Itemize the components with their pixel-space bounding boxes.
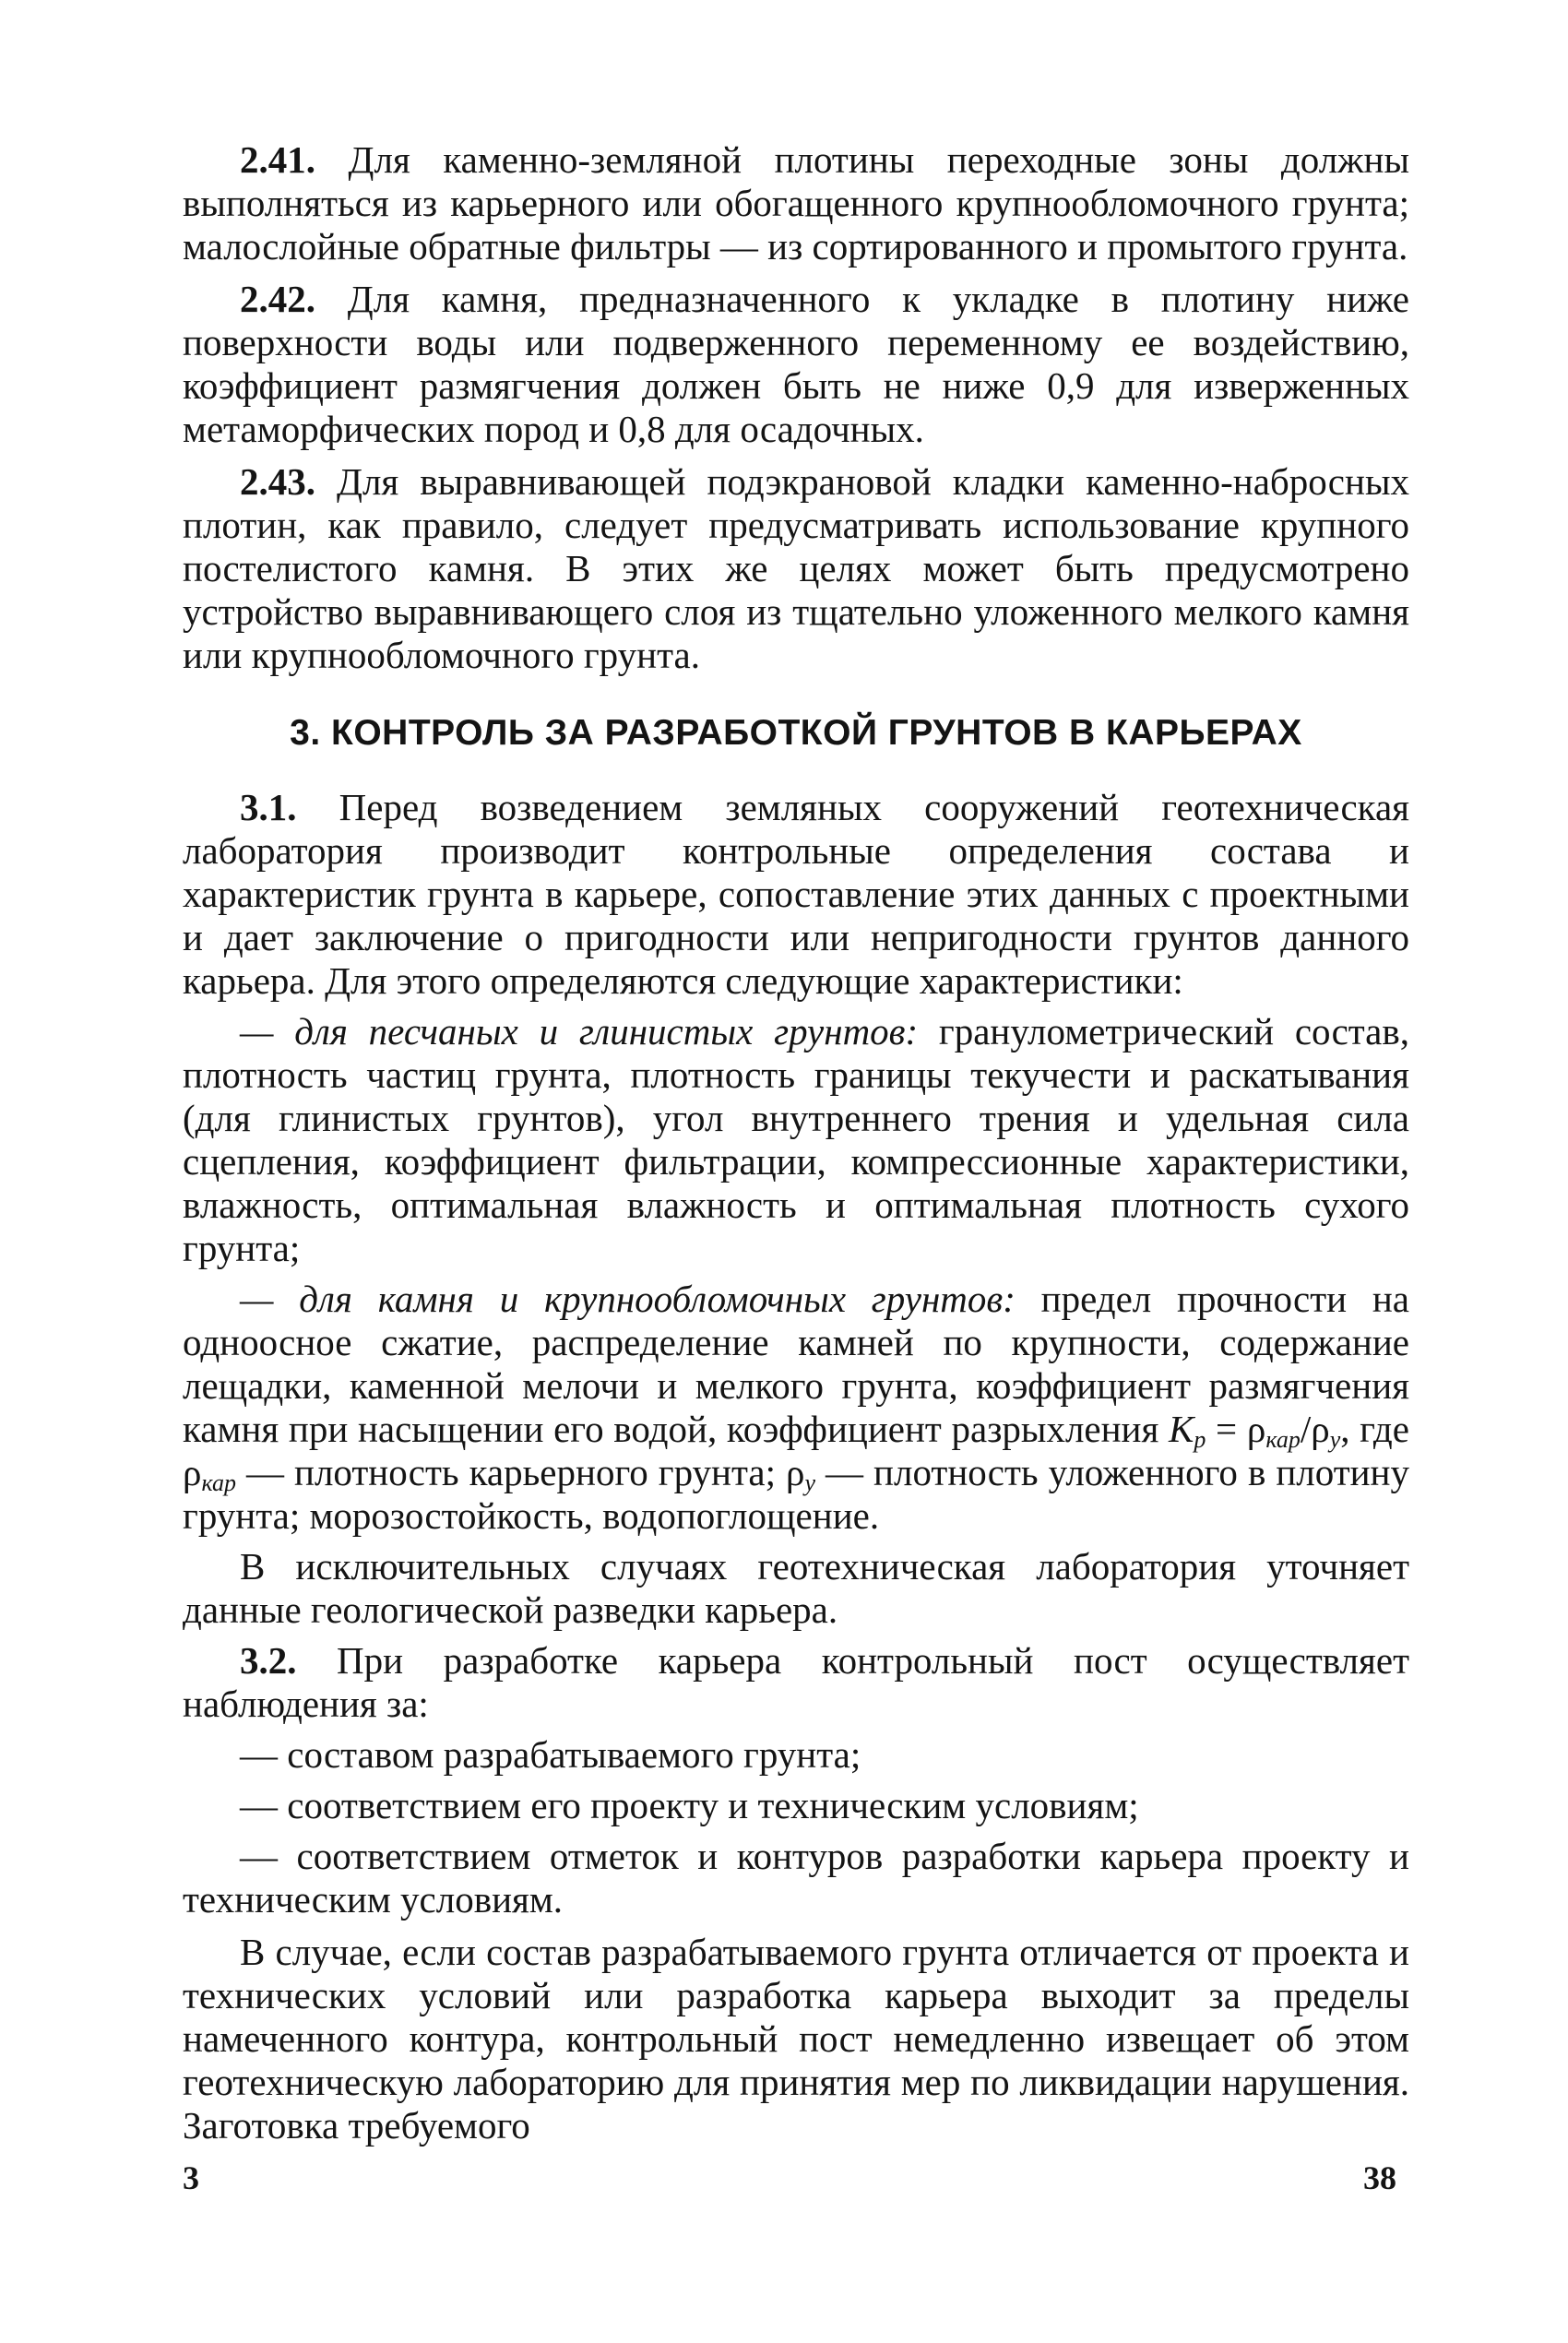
paragraph-text: Для каменно-земляной плотины переходные зоны должны выполняться из карьерного или обогащенного крупнообломочного грунта; малослойные обратные фильтры — из сортированного и промытого грунта. (183, 138, 1409, 268)
dash-item-text: предел прочности на одноосное сжатие, распределение камней по крупности, содержание лещадки, каменной мелочи и мелкого грунта, коэффициент размягчения камня при насыщении его водой, коэффициент разрыхления (183, 1278, 1409, 1450)
dash-item-text-c: — плотность карьерного грунта; ρ (235, 1451, 805, 1493)
paragraph-exceptional: В исключительных случаях геотехническая лаборатория уточняет данные геологической разведки карьера. (183, 1545, 1409, 1631)
paragraph-number: 2.42. (240, 278, 315, 320)
paragraph-text: Для выравнивающей подэкрановой кладки каменно-набросных плотин, как правило, следует предусматривать использование крупного постелистого камня. В этих же целях может быть предусмотрено устройство выравнивающего слоя из тщательно уложенного мелкого камня или крупнообломочного грунта. (183, 460, 1409, 676)
formula-k-sub: p (1194, 1426, 1206, 1453)
dash-item-text: гранулометрический состав, плотность частиц грунта, плотность границы текучести и раскатывания (для глинистых грунтов), угол внутреннего трения и удельная сила сцепления, коэффициент фильтрации, компрессионные характеристики, влажность, оптимальная влажность и оптимальная плотность сухого грунта; (183, 1010, 1409, 1269)
formula-rho-y-sub-2: y (804, 1469, 816, 1496)
list-item: — соответствием его проекту и техническим условиям; (240, 1784, 1139, 1826)
paragraph-3-2 (183, 1639, 1409, 1726)
paragraph-number: 3.2. (240, 1639, 297, 1682)
paragraph-text: Перед возведением земляных сооружений геотехническая лаборатория производит контрольные определения состава и характеристик грунта в карьере, сопоставление этих данных с проектными и дает заключение о пригодности или непригодности грунтов данного карьера. Для этого определяются следующие характеристики: (183, 786, 1409, 1002)
paragraph-text: При разработке карьера контрольный пост осуществляет наблюдения за: (183, 1639, 1409, 1725)
paragraph-2-41 (183, 138, 1409, 268)
footer-signature-mark: 3 (183, 2159, 199, 2196)
dash-item-text-d: — плотность уложенного в плотину грунта; морозостойкость, водопоглощение. (183, 1451, 1409, 1537)
dash-item-text-b: , где ρ (183, 1408, 1409, 1493)
document-page (183, 138, 1409, 2147)
dash-item-stone-soils (183, 1278, 1409, 1538)
formula-rho-y-sub: y (1329, 1426, 1341, 1453)
formula-k: K (1169, 1408, 1194, 1450)
formula-slash: /ρ (1300, 1408, 1330, 1450)
paragraph-number: 2.41. (240, 138, 315, 181)
dash-item-label: — для песчаных и глинистых грунтов: (240, 1010, 919, 1053)
paragraph-2-43 (183, 460, 1409, 677)
formula-rho-kar-sub-2: кар (201, 1469, 236, 1496)
section-heading: 3. КОНТРОЛЬ ЗА РАЗРАБОТКОЙ ГРУНТОВ В КАРЬЕРАХ (290, 713, 1302, 753)
paragraph-text: Для камня, предназначенного к укладке в плотину ниже поверхности воды или подверженного переменному ее воздействию, коэффициент размягчения должен быть не ниже 0,9 для изверженных метаморфических пород и 0,8 для осадочных. (183, 278, 1409, 450)
formula-eq: = ρ (1206, 1408, 1266, 1450)
paragraph-2-42 (183, 278, 1409, 451)
page-number: 38 (1363, 2159, 1396, 2196)
dash-item-sandy-soils (183, 1010, 1409, 1270)
list-item: — соответствием отметок и контуров разработки карьера проекту и техническим условиям. (183, 1835, 1409, 1921)
dash-item-label: — для камня и крупнообломочных грунтов: (240, 1278, 1016, 1320)
paragraph-number: 3.1. (240, 786, 297, 828)
paragraph-3-1 (183, 786, 1409, 1003)
paragraph-case: В случае, если состав разрабатываемого грунта отличается от проекта и технических условий или разработка карьера выходит за пределы намеченного контура, контрольный пост немедленно извещает об этом геотехническую лабораторию для принятия мер по ликвидации нарушения. Заготовка требуемого (183, 1931, 1409, 2147)
paragraph-number: 2.43. (240, 460, 315, 503)
list-item: — составом разрабатываемого грунта; (240, 1733, 861, 1776)
formula-rho-kar-sub: кар (1265, 1426, 1301, 1453)
